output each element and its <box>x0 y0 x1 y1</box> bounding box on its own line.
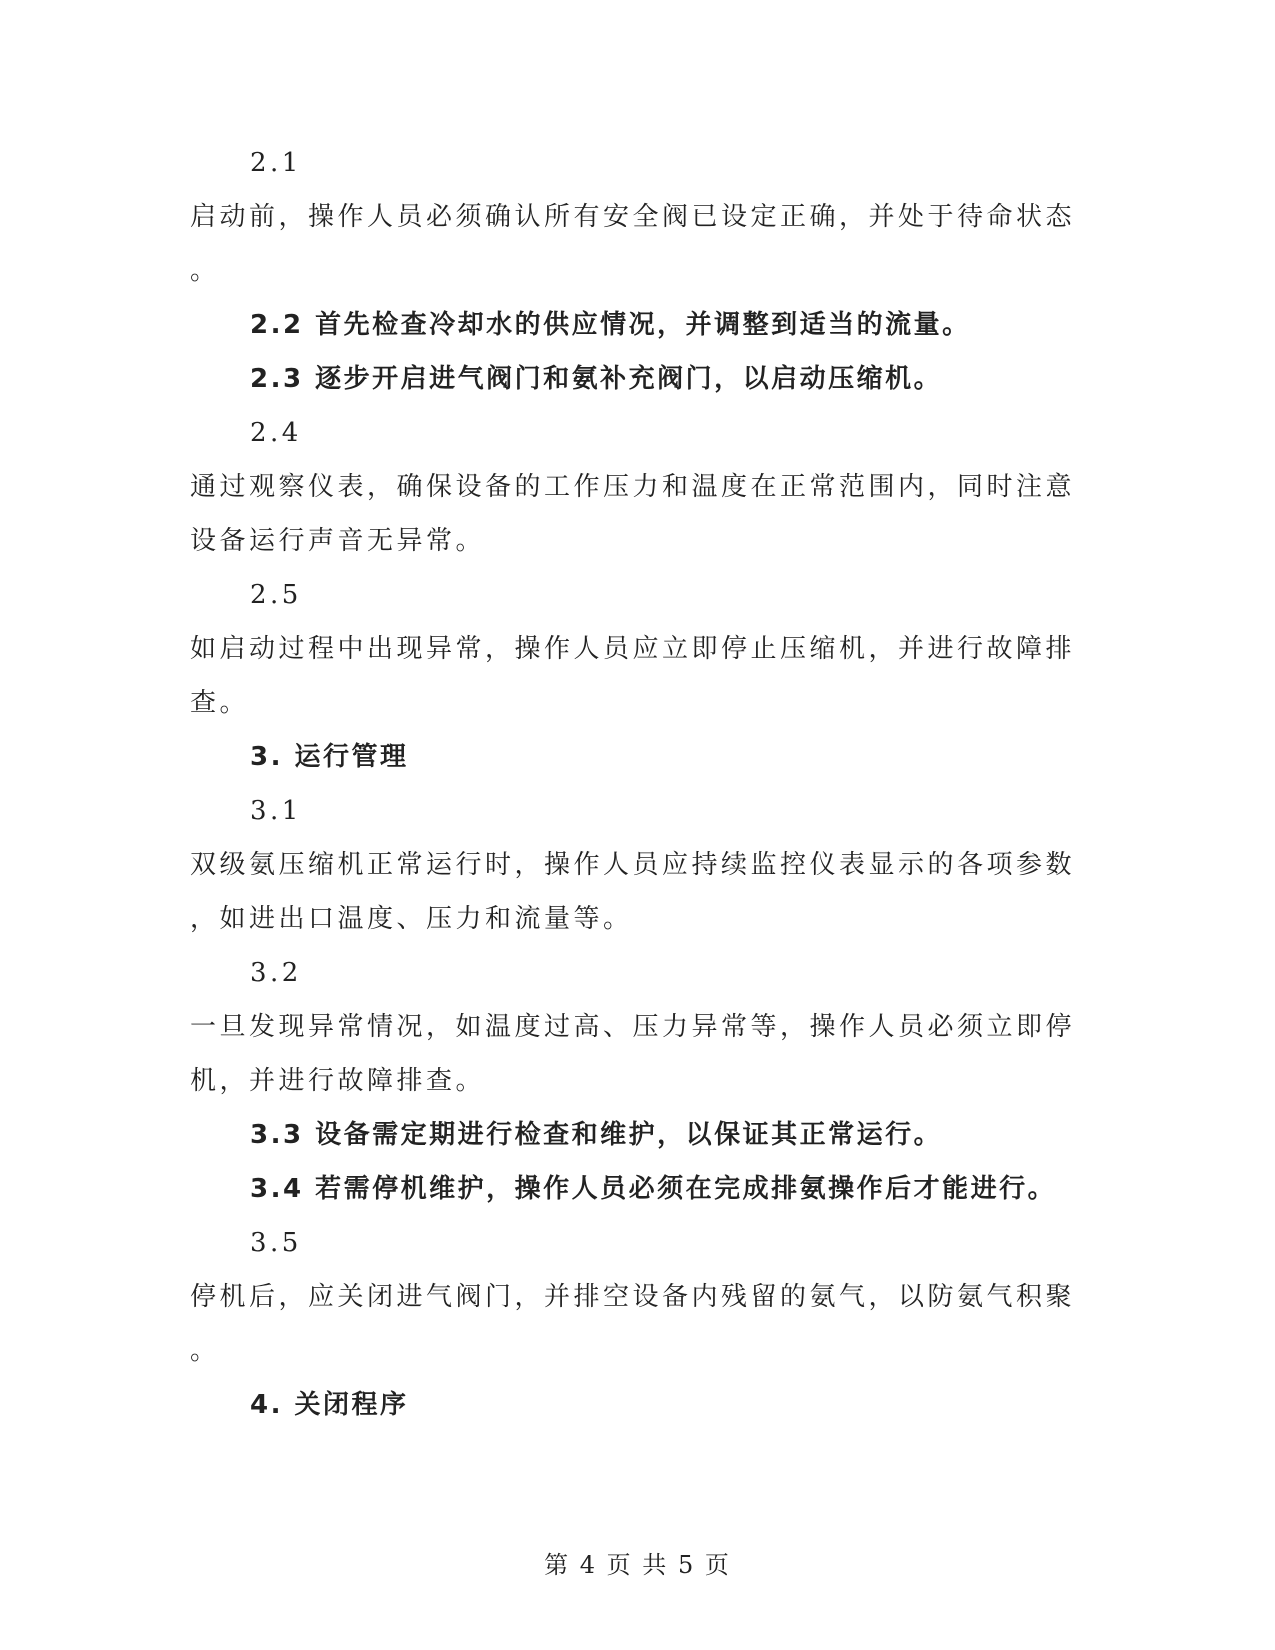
footer-suffix: 页 <box>704 1551 731 1579</box>
paragraph-2-1-line-2: 。 <box>190 256 220 286</box>
paragraph-2-2: 2.2 首先检查冷却水的供应情况，并调整到适当的流量。 <box>250 310 971 340</box>
page-footer <box>0 1550 1275 1580</box>
section-number-3-5: 3.5 <box>250 1228 302 1258</box>
paragraph-2-3: 2.3 逐步开启进气阀门和氨补充阀门，以启动压缩机。 <box>250 364 943 394</box>
section-number-2-1: 2.1 <box>250 148 302 178</box>
footer-middle: 页 共 <box>606 1551 669 1579</box>
paragraph-2-4-line-1: 通过观察仪表，确保设备的工作压力和温度在正常范围内，同时注意 <box>190 472 1076 502</box>
paragraph-2-1-line-1: 启动前，操作人员必须确认所有安全阀已设定正确，并处于待命状态 <box>190 202 1076 232</box>
paragraph-3-2-line-1: 一旦发现异常情况，如温度过高、压力异常等，操作人员必须立即停 <box>190 1012 1076 1042</box>
paragraph-3-3: 3.3 设备需定期进行检查和维护，以保证其正常运行。 <box>250 1120 943 1150</box>
section-number-3-2: 3.2 <box>250 958 302 988</box>
section-number-3-1: 3.1 <box>250 796 302 826</box>
section-heading-4: 4. 关闭程序 <box>250 1390 409 1420</box>
footer-current-page: 4 <box>579 1551 598 1579</box>
paragraph-2-4-line-2: 设备运行声音无异常。 <box>190 526 486 556</box>
paragraph-3-2-line-2: 机，并进行故障排查。 <box>190 1066 486 1096</box>
paragraph-2-5-line-1: 如启动过程中出现异常，操作人员应立即停止压缩机，并进行故障排 <box>190 634 1076 664</box>
footer-total-pages: 5 <box>677 1551 696 1579</box>
paragraph-3-5-line-1: 停机后，应关闭进气阀门，并排空设备内残留的氨气，以防氨气积聚 <box>190 1282 1076 1312</box>
paragraph-3-1-line-1: 双级氨压缩机正常运行时，操作人员应持续监控仪表显示的各项参数 <box>190 850 1076 880</box>
paragraph-3-5-line-2: 。 <box>190 1336 220 1366</box>
paragraph-3-1-line-2: ，如进出口温度、压力和流量等。 <box>190 904 633 934</box>
section-number-2-4: 2.4 <box>250 418 302 448</box>
footer-prefix: 第 <box>544 1551 571 1579</box>
paragraph-2-5-line-2: 查。 <box>190 688 250 718</box>
section-heading-3: 3. 运行管理 <box>250 742 409 772</box>
section-number-2-5: 2.5 <box>250 580 302 610</box>
paragraph-3-4: 3.4 若需停机维护，操作人员必须在完成排氨操作后才能进行。 <box>250 1174 1057 1204</box>
